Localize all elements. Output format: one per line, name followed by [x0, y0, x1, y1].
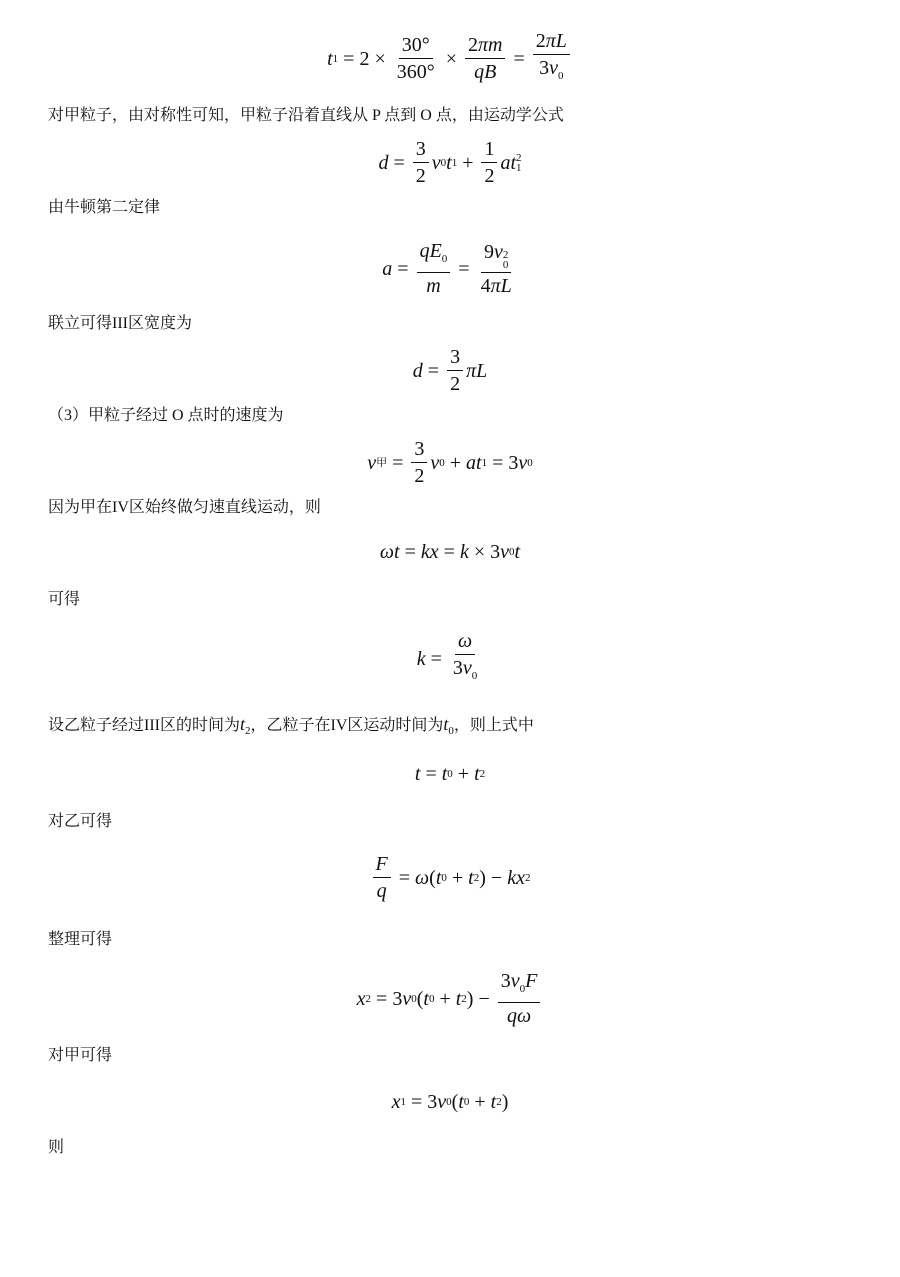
text-line: 由牛顿第二定律 — [48, 199, 161, 216]
text-line: 则 — [48, 1139, 65, 1156]
text-line: 对乙可得 — [48, 813, 113, 830]
text-line-with-math: 设乙粒子经过III区的时间为$t_2$，乙粒子在IV区运动时间为$t_0$，则上式中 — [48, 714, 534, 738]
equation-force: $\frac{F}{q}$ = ω ( t 0 + t 2 ) − kx 2 — [0, 852, 900, 902]
text-line: 可得 — [48, 591, 81, 608]
text-line: 对甲粒子，由对称性可知，甲粒子沿着直线从 P 点到 O 点，由运动学公式 — [48, 107, 564, 124]
equation-t1: t 1 = 2 × $\frac{30^\circ}{360^\circ}$ × $\frac{2\pi m}{qB}$ = $\frac{2\pi L}{3v_0}$ — [0, 30, 900, 87]
equation-d-width: d = $\frac{3}{2}$ πL — [412, 346, 488, 395]
equation-x2: x 2 = 3 v 0 ( t 0 + t 2 ) − $\frac{3v_0F}{q\omega}$ — [0, 970, 900, 1027]
equation-v-jia: v 甲 = $\frac{3}{2}$ v 0 + at 1 = 3 v 0 — [367, 438, 533, 487]
equation-d-kinematics: d = $\frac{3}{2}$ v 0 t 1 + $\frac{1}{2}$ at 2 1 — [378, 138, 522, 187]
text-line: 整理可得 — [48, 931, 113, 948]
text-line: 联立可得III区宽度为 — [48, 315, 192, 332]
text-line: （3）甲粒子经过 O 点时的速度为 — [48, 407, 284, 424]
equation-x1: x 1 = 3 v 0 ( t 0 + t 2 ) — [391, 1091, 509, 1113]
equation-k: k = $\frac{\omega}{3v_0}$ — [416, 630, 478, 682]
text-line: 对甲可得 — [48, 1047, 113, 1064]
text-line: 因为甲在IV区始终做匀速直线运动，则 — [48, 499, 321, 516]
equation-acceleration: a = $\frac{qE_0}{m}$ = 9v 2 0 4πL — [382, 240, 512, 297]
equation-t-sum: t = t 0 + t 2 — [414, 763, 486, 785]
equation-omega-t: ωt = kx = k × 3 v 0 t — [379, 541, 521, 563]
